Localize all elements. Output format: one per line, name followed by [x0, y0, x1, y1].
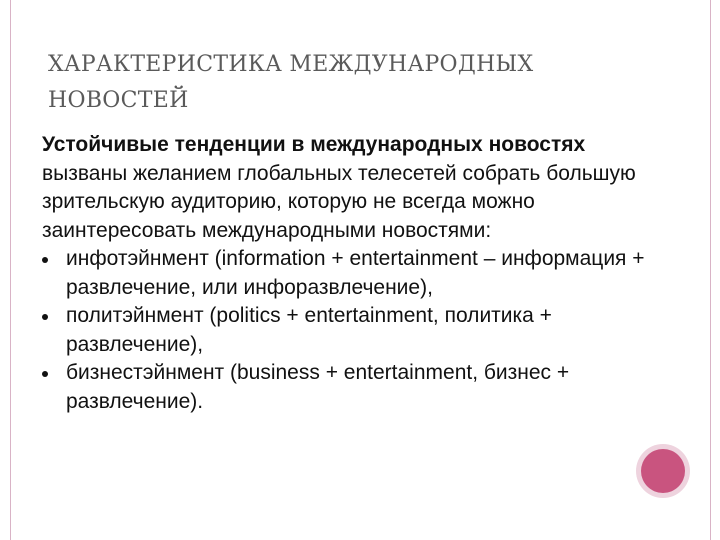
left-frame-line — [10, 0, 11, 540]
slide-title — [48, 47, 648, 119]
bullet-list — [42, 245, 662, 416]
bullet-dot-icon — [42, 371, 48, 377]
bullet-text: инфотэйнмент (information + entertainment – информация + развлечение, или инфоразвлечение), — [66, 247, 645, 299]
bullet-item-politainment — [42, 302, 662, 359]
bullet-text: политэйнмент (politics + entertainment, политика + развлечение), — [66, 304, 552, 356]
bullet-item-businesstainment — [42, 359, 662, 416]
decorative-circle-icon — [641, 449, 685, 493]
intro-bold-text: Устойчивые тенденции в международных новостях — [42, 133, 586, 156]
bullet-dot-icon — [42, 257, 48, 263]
bullet-item-infotainment — [42, 245, 662, 302]
intro-regular-text: вызваны желанием глобальных телесетей собрать большую зрительскую аудиторию, которую не всегда можно заинтересовать международными новостями: — [42, 161, 636, 242]
right-frame-line — [710, 0, 711, 540]
slide-content — [42, 131, 662, 416]
slide-title-line-1: ХАРАКТЕРИСТИКА МЕЖДУНАРОДНЫХ — [48, 52, 534, 77]
bullet-text: бизнестэйнмент (business + entertainment, бизнес + развлечение). — [66, 361, 570, 413]
slide-title-line-2: НОВОСТЕЙ — [48, 88, 189, 113]
bullet-dot-icon — [42, 314, 48, 320]
intro-paragraph — [42, 131, 662, 245]
